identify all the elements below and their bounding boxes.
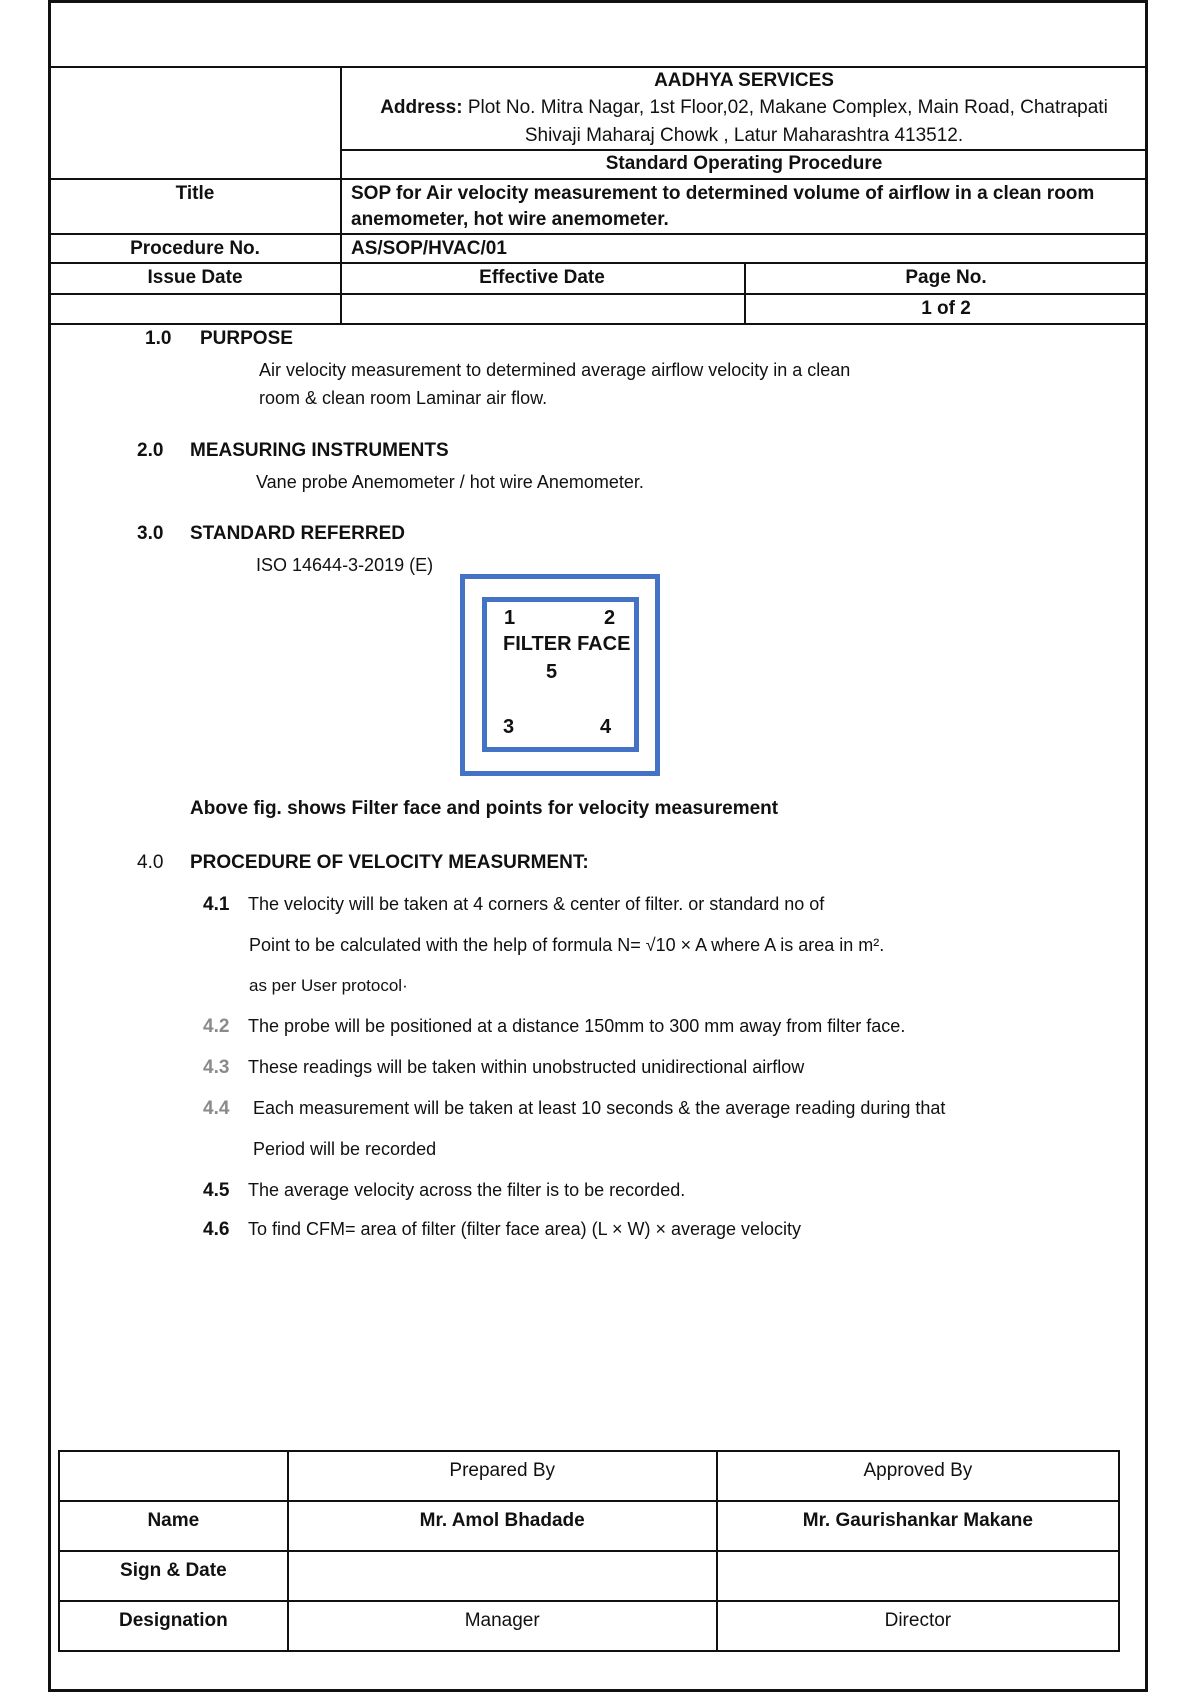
issue-date-label: Issue Date xyxy=(147,267,243,288)
point-4-label: 4 xyxy=(600,716,612,738)
header-rule xyxy=(48,323,1148,325)
sign-date-label: Sign & Date xyxy=(59,1551,288,1601)
prepared-by-header: Prepared By xyxy=(288,1451,717,1501)
approved-sign-cell xyxy=(717,1551,1119,1601)
section-number: 4.0 xyxy=(137,852,164,873)
step-number: 4.3 xyxy=(203,1057,230,1078)
signoff-header-row xyxy=(59,1451,1119,1501)
header-rule xyxy=(48,178,1148,180)
section-title-procedure: PROCEDURE OF VELOCITY MEASURMENT: xyxy=(190,852,589,873)
empty-cell xyxy=(59,1451,288,1501)
step-text: Each measurement will be taken at least 10 seconds & the average reading during that xyxy=(253,1098,946,1118)
address-text: Plot No. Mitra Nagar, 1st Floor,02, Makane Complex, Main Road, Chatrapati xyxy=(467,97,1108,118)
purpose-line-2: room & clean room Laminar air flow. xyxy=(259,388,548,408)
procedure-label: Procedure No. xyxy=(130,238,260,259)
approved-by-header: Approved By xyxy=(717,1451,1119,1501)
header-rule xyxy=(48,262,1148,264)
address-line-2: Shivaji Maharaj Chowk , Latur Maharashtra 413512. xyxy=(524,125,964,146)
step-number: 4.2 xyxy=(203,1016,230,1037)
step-text: as per User protocol· xyxy=(249,976,408,995)
title-line-1: SOP for Air velocity measurement to determined volume of airflow in a clean room xyxy=(351,183,1095,204)
section-title-instruments: MEASURING INSTRUMENTS xyxy=(190,440,449,461)
effective-date-label: Effective Date xyxy=(479,267,605,288)
signoff-designation-row xyxy=(59,1601,1119,1651)
title-line-2: anemometer, hot wire anemometer. xyxy=(351,209,669,230)
prepared-name: Mr. Amol Bhadade xyxy=(288,1501,717,1551)
prepared-sign-cell xyxy=(288,1551,717,1601)
page-no-value: 1 of 2 xyxy=(921,298,971,319)
instruments-text: Vane probe Anemometer / hot wire Anemometer. xyxy=(256,472,644,492)
step-text: The probe will be positioned at a distance 150mm to 300 mm away from filter face. xyxy=(248,1016,906,1036)
address-line-1 xyxy=(340,95,1148,121)
header-rule xyxy=(48,293,1148,295)
step-number: 4.1 xyxy=(203,894,230,915)
purpose-line-1: Air velocity measurement to determined average airflow velocity in a clean xyxy=(259,360,851,380)
step-text: Point to be calculated with the help of formula N= √10 × A where A is area in m². xyxy=(249,935,885,955)
section-number: 1.0 xyxy=(145,328,172,349)
title-label: Title xyxy=(175,183,215,204)
signoff-table xyxy=(58,1450,1120,1652)
section-title-standard: STANDARD REFERRED xyxy=(190,523,405,544)
point-3-label: 3 xyxy=(503,716,515,738)
section-number: 2.0 xyxy=(137,440,164,461)
designation-label: Designation xyxy=(59,1601,288,1651)
name-label: Name xyxy=(59,1501,288,1551)
company-name: AADHYA SERVICES xyxy=(654,70,834,91)
point-2-label: 2 xyxy=(604,607,616,629)
prepared-designation: Manager xyxy=(288,1601,717,1651)
step-text: To find CFM= area of filter (filter face area) (L × W) × average velocity xyxy=(248,1219,802,1239)
figure-caption: Above fig. shows Filter face and points for velocity measurement xyxy=(190,798,779,819)
step-number: 4.4 xyxy=(203,1098,230,1119)
step-text: The average velocity across the filter is to be recorded. xyxy=(248,1180,686,1200)
section-title-purpose: PURPOSE xyxy=(200,328,293,349)
address-label: Address: xyxy=(380,97,463,118)
approved-name: Mr. Gaurishankar Makane xyxy=(717,1501,1119,1551)
point-5-label: 5 xyxy=(546,661,558,683)
standard-text: ISO 14644-3-2019 (E) xyxy=(256,555,434,575)
step-number: 4.6 xyxy=(203,1219,230,1240)
step-text: These readings will be taken within unobstructed unidirectional airflow xyxy=(248,1057,805,1077)
signoff-name-row xyxy=(59,1501,1119,1551)
page-no-label: Page No. xyxy=(905,267,987,288)
section-number: 3.0 xyxy=(137,523,164,544)
doc-type: Standard Operating Procedure xyxy=(605,153,883,174)
procedure-number: AS/SOP/HVAC/01 xyxy=(351,238,507,259)
point-1-label: 1 xyxy=(504,607,516,629)
approved-designation: Director xyxy=(717,1601,1119,1651)
filter-face-label: FILTER FACE xyxy=(503,633,631,655)
step-text: Period will be recorded xyxy=(253,1139,437,1159)
step-text: The velocity will be taken at 4 corners & center of filter. or standard no of xyxy=(248,894,825,914)
step-number: 4.5 xyxy=(203,1180,230,1201)
signoff-sign-row xyxy=(59,1551,1119,1601)
header-rule xyxy=(48,233,1148,235)
